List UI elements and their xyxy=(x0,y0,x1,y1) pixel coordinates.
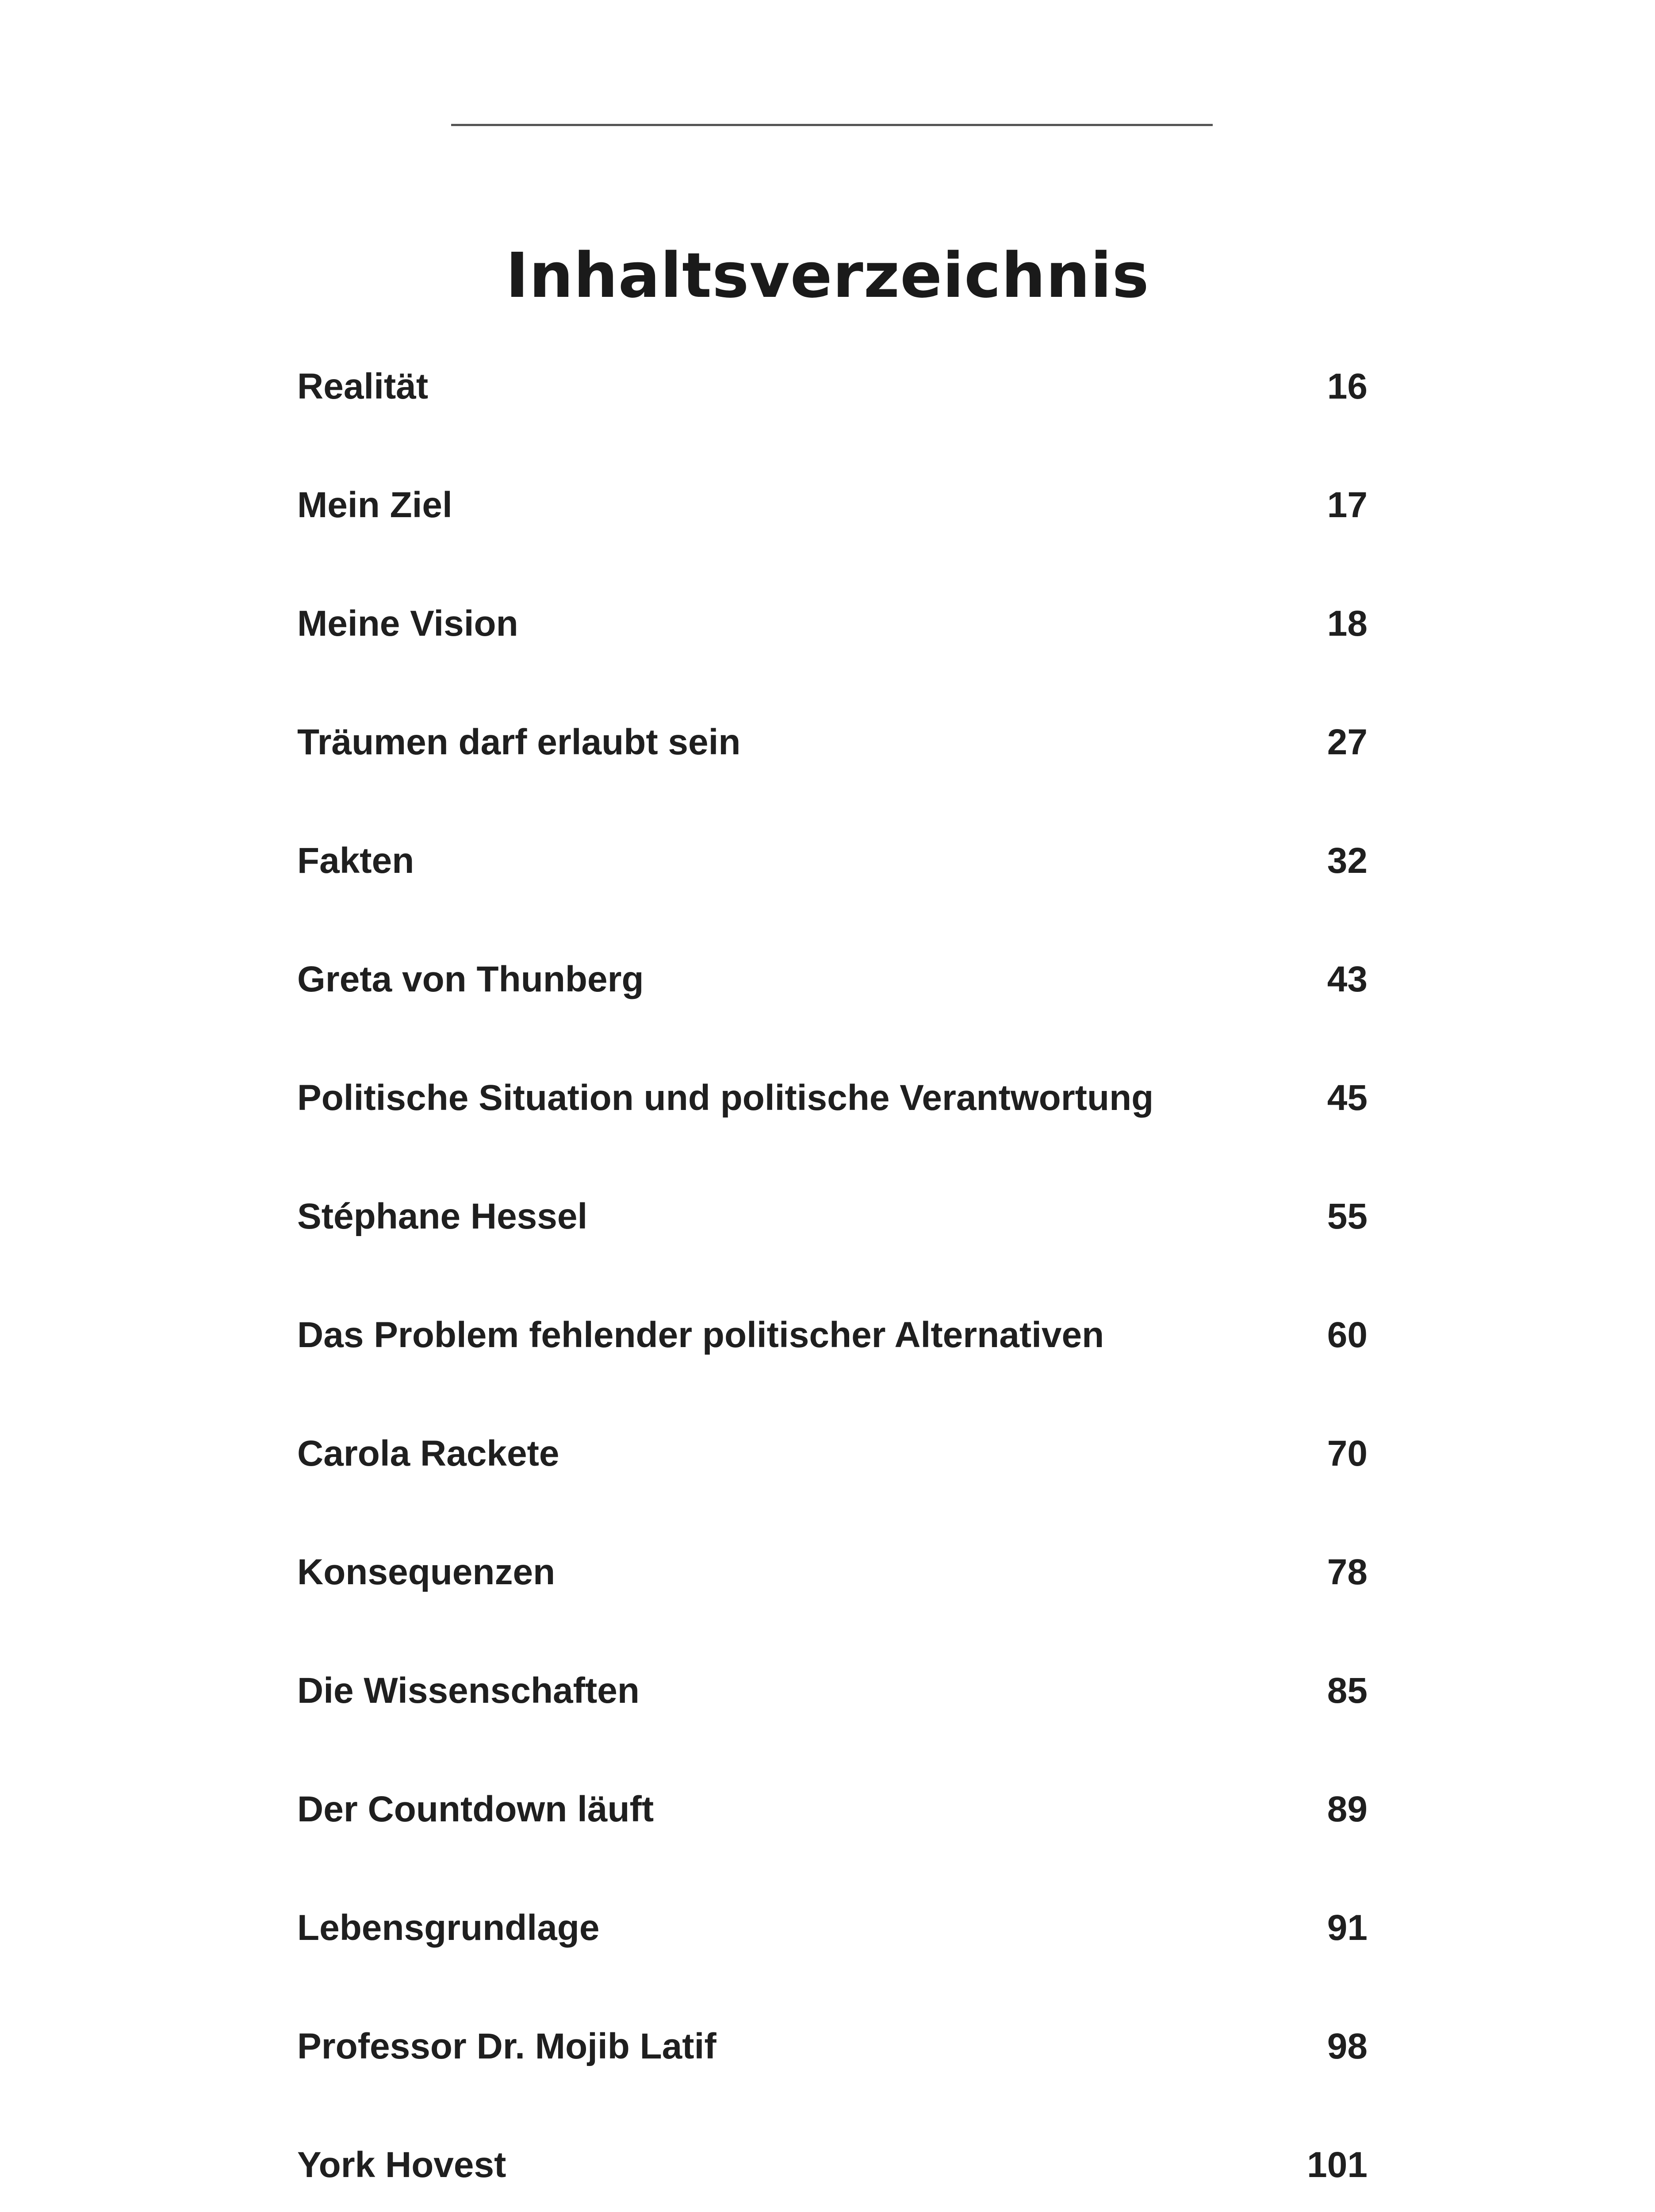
toc-entry[interactable] xyxy=(297,2106,1368,2212)
toc-entry-label: Fakten xyxy=(297,841,414,881)
toc-entry-page-number: 27 xyxy=(1327,722,1368,762)
toc-entry[interactable] xyxy=(297,327,1368,446)
toc-entry[interactable] xyxy=(297,1513,1368,1632)
toc-entry-label: York Hovest xyxy=(297,2145,506,2185)
toc-entry-page-number: 18 xyxy=(1327,603,1368,644)
toc-entry-label: Konsequenzen xyxy=(297,1552,555,1592)
toc-entry-label: Greta von Thunberg xyxy=(297,959,644,999)
toc-entry-label: Die Wissenschaften xyxy=(297,1671,640,1711)
toc-entry-page-number: 101 xyxy=(1307,2145,1368,2185)
toc-entry[interactable] xyxy=(297,1750,1368,1869)
toc-entry[interactable] xyxy=(297,1276,1368,1394)
toc-entry[interactable] xyxy=(297,1039,1368,1157)
toc-entry-label: Der Countdown läuft xyxy=(297,1789,654,1829)
toc-entry[interactable] xyxy=(297,1157,1368,1276)
toc-entry[interactable] xyxy=(297,802,1368,920)
toc-entry-page-number: 17 xyxy=(1327,485,1368,525)
top-divider-line xyxy=(451,124,1213,126)
toc-entry-page-number: 45 xyxy=(1327,1078,1368,1118)
toc-entry-label: Meine Vision xyxy=(297,603,518,644)
page-title: Inhaltsverzeichnis xyxy=(506,239,1149,312)
toc-entry[interactable] xyxy=(297,683,1368,802)
toc-entry-page-number: 91 xyxy=(1327,1908,1368,1948)
toc-entry-page-number: 89 xyxy=(1327,1789,1368,1829)
toc-entry[interactable] xyxy=(297,446,1368,565)
toc-entry-page-number: 55 xyxy=(1327,1196,1368,1237)
toc-entry-page-number: 85 xyxy=(1327,1671,1368,1711)
toc-entry[interactable] xyxy=(297,1632,1368,1750)
toc-entry-label: Realität xyxy=(297,366,429,407)
toc-entry-label: Das Problem fehlender politischer Alternativen xyxy=(297,1315,1104,1355)
toc-entry-page-number: 98 xyxy=(1327,2026,1368,2066)
toc-entry-label: Mein Ziel xyxy=(297,485,452,525)
toc-entry[interactable] xyxy=(297,1394,1368,1513)
toc-entry-label: Politische Situation und politische Verantwortung xyxy=(297,1078,1154,1118)
toc-entry-page-number: 60 xyxy=(1327,1315,1368,1355)
toc-entry-page-number: 43 xyxy=(1327,959,1368,999)
toc-entry[interactable] xyxy=(297,1869,1368,1987)
toc-entry[interactable] xyxy=(297,1987,1368,2106)
toc-entry[interactable] xyxy=(297,920,1368,1039)
toc-entry-label: Professor Dr. Mojib Latif xyxy=(297,2026,716,2066)
toc-entry-page-number: 70 xyxy=(1327,1433,1368,1474)
toc-entry-page-number: 32 xyxy=(1327,841,1368,881)
toc-entry-label: Lebensgrundlage xyxy=(297,1908,600,1948)
toc-entry-page-number: 78 xyxy=(1327,1552,1368,1592)
toc-entry[interactable] xyxy=(297,565,1368,683)
toc-entry-label: Stéphane Hessel xyxy=(297,1196,588,1237)
toc-entry-label: Carola Rackete xyxy=(297,1433,559,1474)
toc-entry-page-number: 16 xyxy=(1327,366,1368,407)
toc-entry-label: Träumen darf erlaubt sein xyxy=(297,722,741,762)
table-of-contents xyxy=(297,327,1368,2212)
